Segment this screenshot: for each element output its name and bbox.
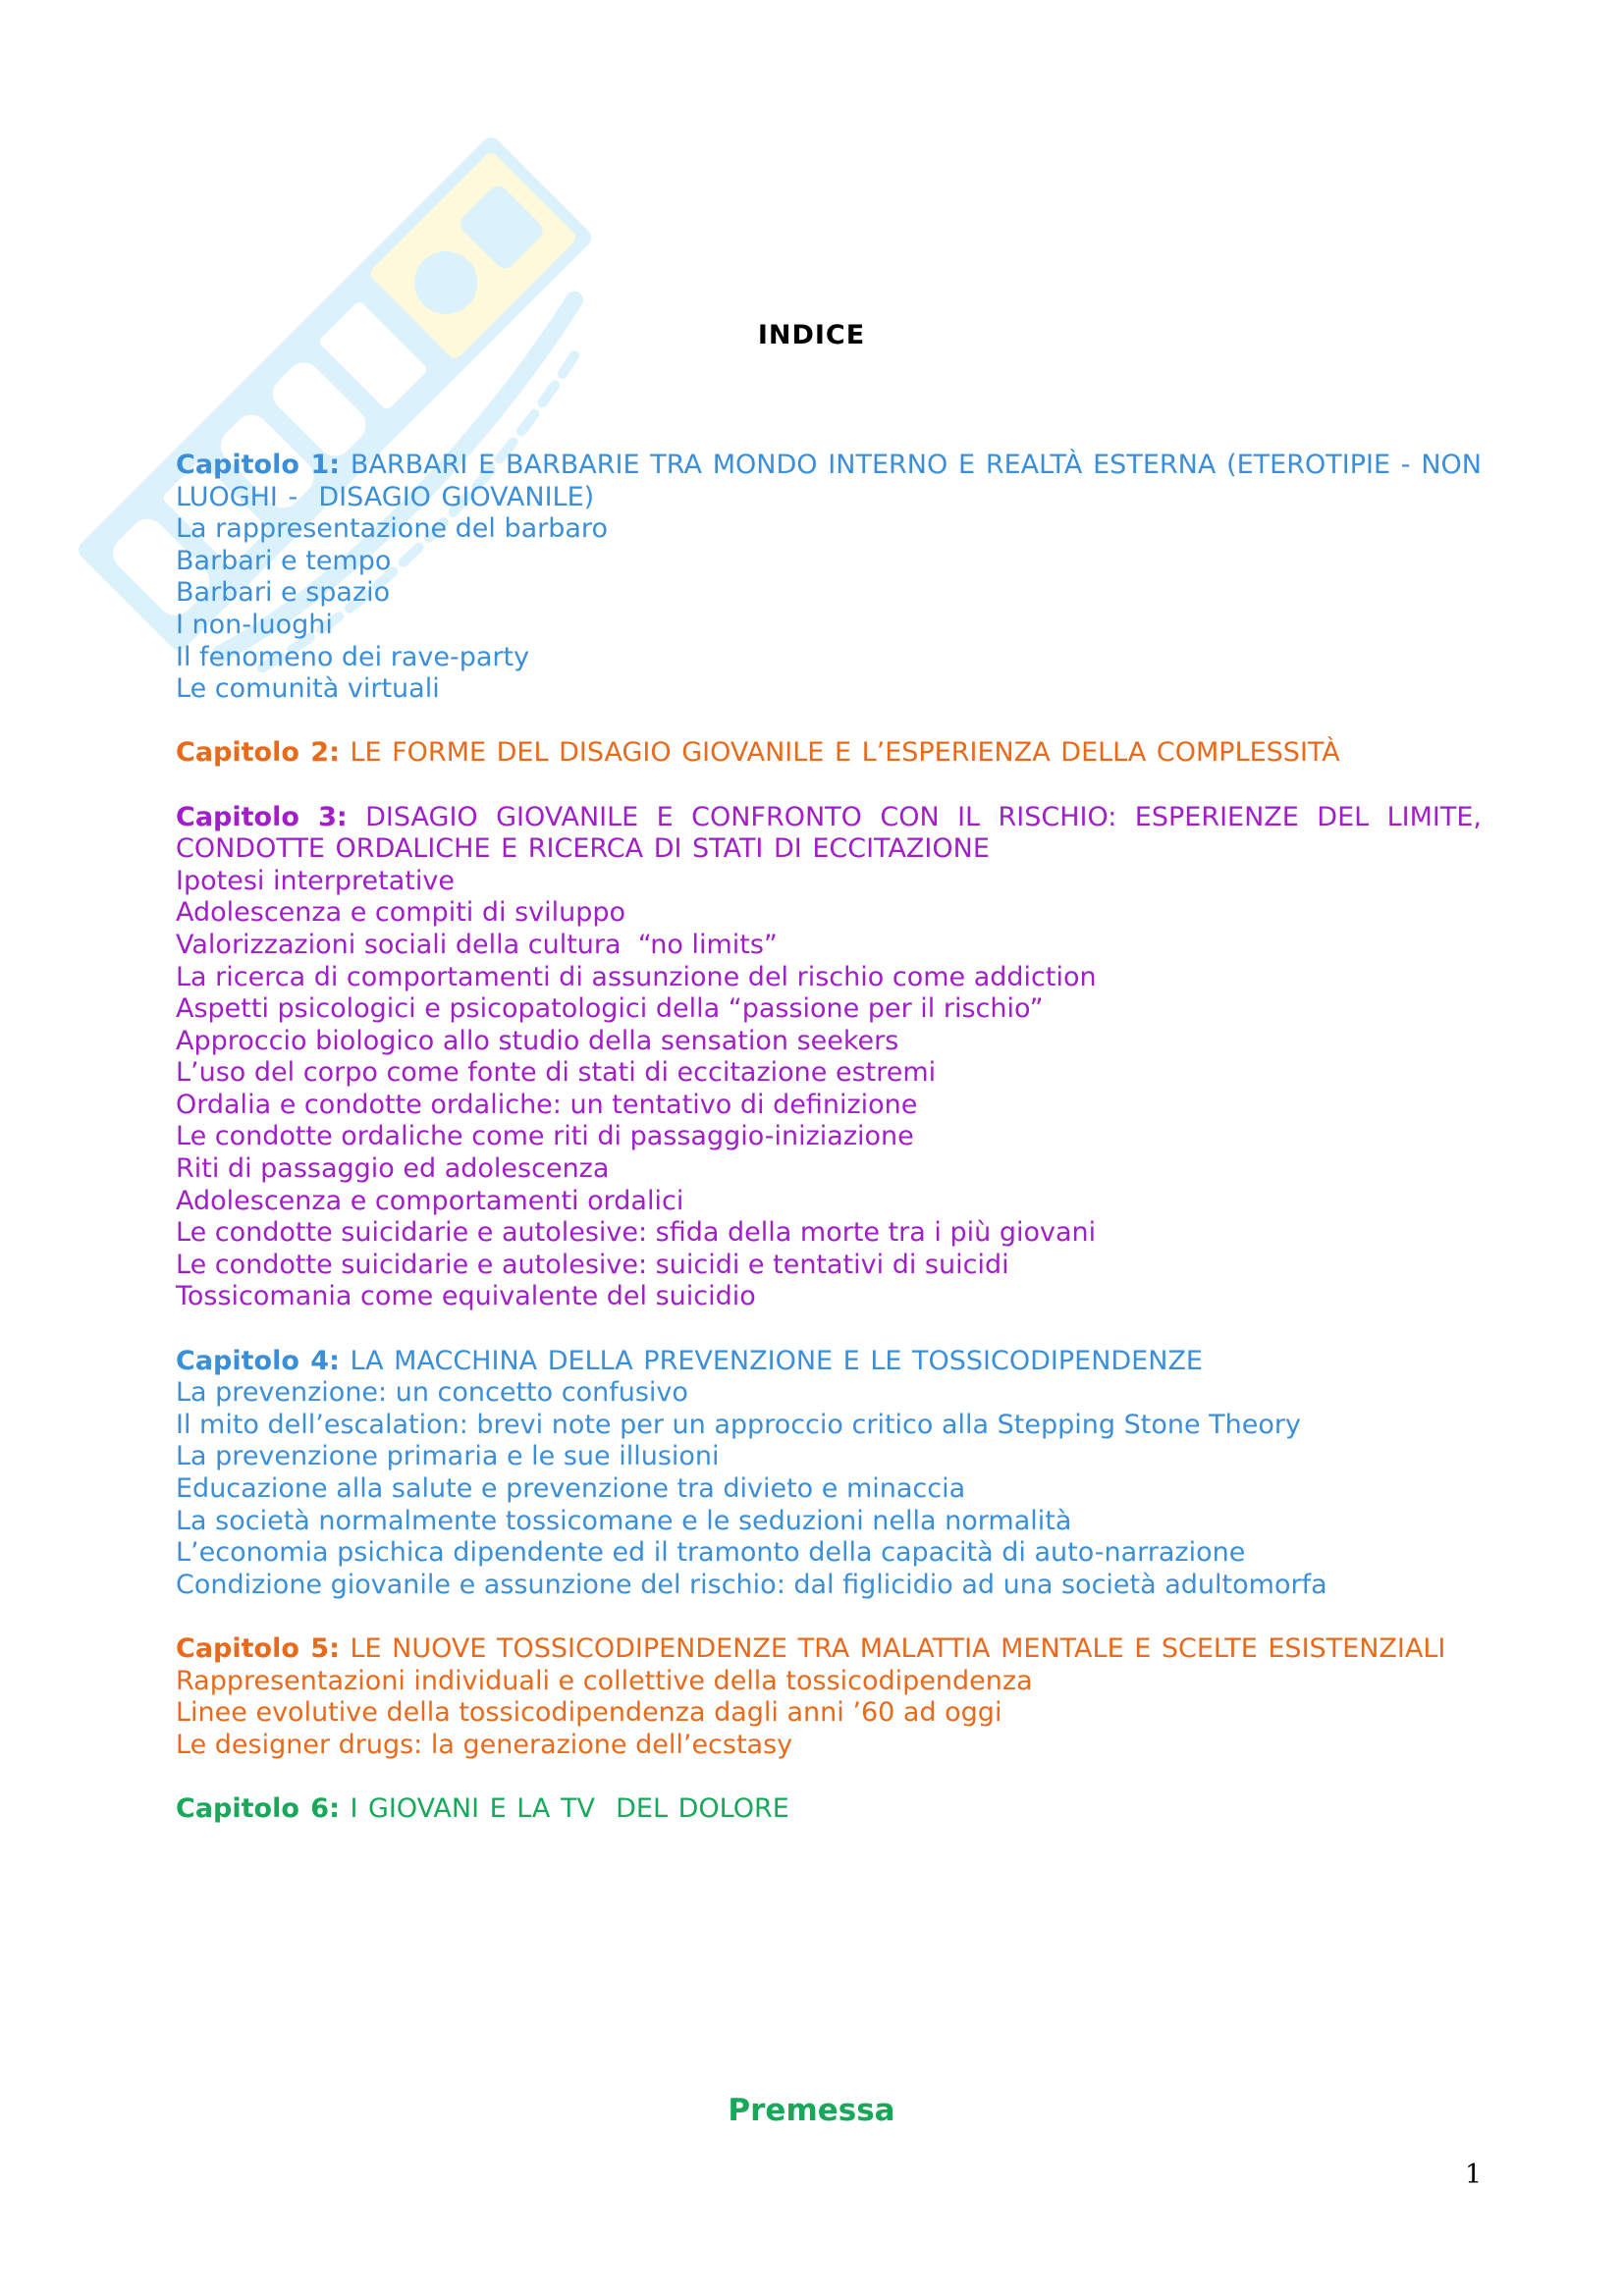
chapter-block [176,450,1482,706]
table-of-contents [176,450,1482,1857]
toc-section-item[interactable]: Ipotesi interpretative [176,865,455,896]
toc-section-item[interactable]: Condizione giovanile e assunzione del rischio: dal figlicidio ad una società adultomorfa [176,1569,1327,1600]
toc-section-item[interactable]: L’economia psichica dipendente ed il tramonto della capacità di auto-narrazione [176,1537,1246,1569]
toc-section-item[interactable]: Tossicomania come equivalente del suicidio [176,1281,756,1312]
toc-section-item[interactable]: Le condotte ordaliche come riti di passaggio-iniziazione [176,1121,914,1152]
toc-section-item[interactable]: I non-luoghi [176,609,333,640]
page-number: 1 [1465,2160,1483,2190]
toc-section-item[interactable]: Il fenomeno dei rave-party [176,641,530,672]
toc-section-item[interactable]: La società normalmente tossicomane e le seduzioni nella normalità [176,1505,1072,1536]
chapter-label: Capitolo 5: [176,1632,340,1664]
chapter-title: DISAGIO GIOVANILE E CONFRONTO CON IL RISCHIO: ESPERIENZE DEL LIMITE, CONDOTTE ORDALICHE E RICERCA DI STATI DI ECCITAZIONE [176,801,1482,865]
toc-section-item[interactable]: Le condotte suicidarie e autolesive: suicidi e tentativi di suicidi [176,1249,1009,1280]
chapter-title: I GIOVANI E LA TV DEL DOLORE [350,1792,789,1824]
toc-section-item[interactable]: L’uso del corpo come fonte di stati di eccitazione estremi [176,1057,937,1089]
chapter-title: LE FORME DEL DISAGIO GIOVANILE E L’ESPERIENZA DELLA COMPLESSITÀ [350,737,1340,769]
toc-section-item[interactable]: Educazione alla salute e prevenzione tra divieto e minaccia [176,1473,966,1504]
chapter-block [176,1633,1482,1761]
toc-section-item[interactable]: Rappresentazioni individuali e collettive della tossicodipendenza [176,1665,1033,1696]
toc-section-item[interactable]: Linee evolutive della tossicodipendenza dagli anni ’60 ad oggi [176,1697,1002,1729]
premessa-heading: Premessa [728,2093,895,2128]
toc-section-item[interactable]: Le comunità virtuali [176,673,440,705]
toc-section-item[interactable]: Aspetti psicologici e psicopatologici della “passione per il rischio” [176,993,1044,1025]
chapter-title: LA MACCHINA DELLA PREVENZIONE E LE TOSSICODIPENDENZE [350,1345,1203,1376]
toc-section-item[interactable]: Barbari e spazio [176,577,391,609]
toc-section-item[interactable]: Barbari e tempo [176,545,392,576]
toc-section-item[interactable]: La ricerca di comportamenti di assunzione del rischio come addiction [176,961,1097,992]
chapter-title: LE NUOVE TOSSICODIPENDENZE TRA MALATTIA MENTALE E SCELTE ESISTENZIALI [350,1632,1446,1664]
page-title: INDICE [757,320,866,350]
toc-section-item[interactable]: Riti di passaggio ed adolescenza [176,1153,610,1185]
chapter-heading[interactable] [176,1633,1482,1666]
chapter-heading[interactable] [176,1793,1482,1826]
chapter-block [176,1346,1482,1602]
chapter-heading[interactable] [176,450,1482,513]
toc-section-item[interactable]: Le designer drugs: la generazione dell’ecstasy [176,1729,793,1760]
toc-section-item[interactable]: La prevenzione primaria e le sue illusioni [176,1441,720,1472]
toc-section-item[interactable]: Il mito dell’escalation: brevi note per un approccio critico alla Stepping Stone Theory [176,1409,1301,1440]
chapter-label: Capitolo 4: [176,1345,340,1376]
toc-section-item[interactable]: Valorizzazioni sociali della cultura “no limits” [176,929,778,960]
toc-section-item[interactable]: Ordalia e condotte ordaliche: un tentativo di definizione [176,1089,918,1120]
chapter-block [176,802,1482,1314]
toc-section-item[interactable]: Le condotte suicidarie e autolesive: sfida della morte tra i più giovani [176,1217,1097,1249]
toc-section-item[interactable]: La prevenzione: un concetto confusivo [176,1377,688,1409]
toc-section-item[interactable]: Adolescenza e compiti di sviluppo [176,897,626,929]
chapter-block [176,737,1482,770]
chapter-label: Capitolo 2: [176,737,340,769]
chapter-heading[interactable] [176,737,1482,770]
chapter-heading[interactable] [176,1346,1482,1378]
chapter-block [176,1793,1482,1826]
chapter-label: Capitolo 1: [176,450,341,480]
chapter-title: BARBARI E BARBARIE TRA MONDO INTERNO E REALTÀ ESTERNA (ETEROTIPIE - NON LUOGHI - DISAGIO GIOVANILE) [176,450,1482,512]
chapter-label: Capitolo 6: [176,1792,340,1824]
toc-section-item[interactable]: La rappresentazione del barbaro [176,513,608,545]
toc-section-item[interactable]: Adolescenza e comportamenti ordalici [176,1185,684,1216]
chapter-heading[interactable] [176,802,1482,866]
chapter-label: Capitolo 3: [176,801,348,832]
toc-section-item[interactable]: Approccio biologico allo studio della sensation seekers [176,1025,899,1056]
